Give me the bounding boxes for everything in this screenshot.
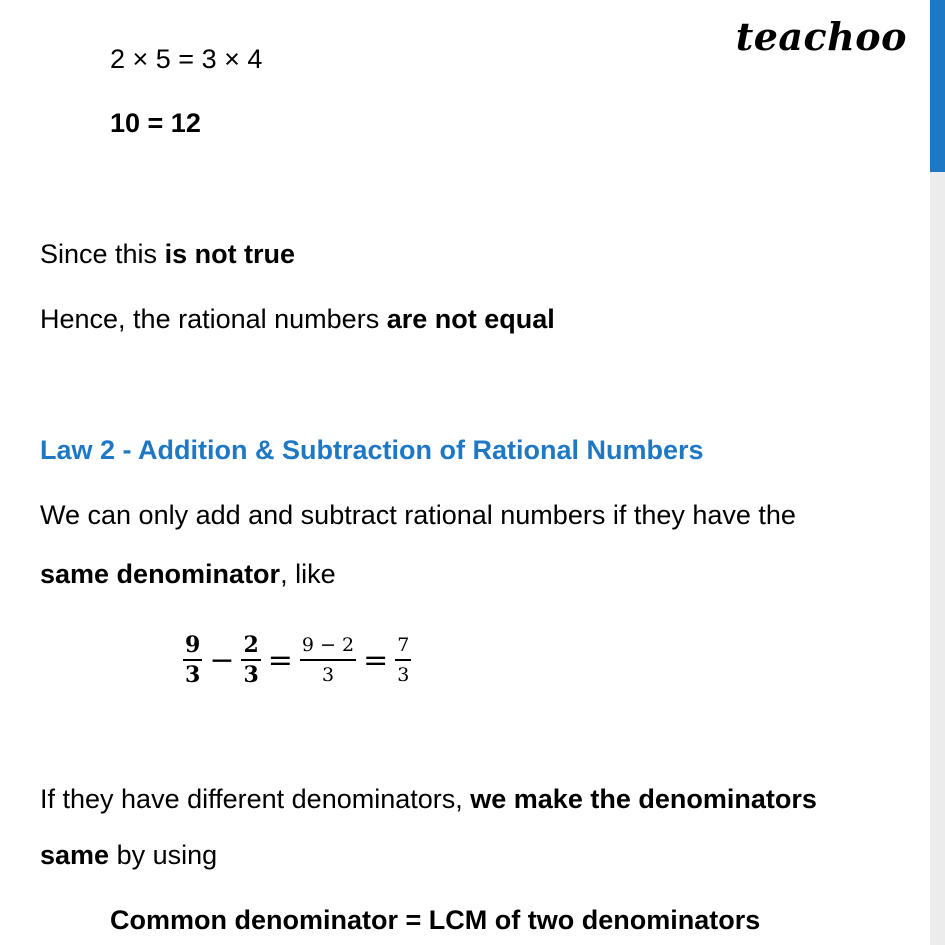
since-bold: is not true [164, 239, 296, 269]
paragraph-2-line-2 [40, 838, 217, 872]
hence-bold: are not equal [386, 304, 555, 334]
fraction-2-over-3: $\frac{2}{3}$ [243, 632, 259, 688]
law-heading: Law 2 - Addition & Subtraction of Rational Numbers [40, 435, 704, 465]
fraction-9-over-3: $\frac{9}{3}$ [185, 632, 201, 688]
since-text: Since this [40, 239, 165, 269]
by-using-text: by using [109, 840, 218, 870]
equals-sign-2: = [363, 642, 389, 678]
same-denominator-bold: same denominator [40, 559, 281, 589]
since-line [40, 237, 295, 271]
paragraph-2-text: If they have different denominators, [40, 784, 471, 814]
paragraph-2-line-1 [40, 782, 817, 816]
like-text: , like [280, 559, 336, 589]
fraction-9-minus-2-over-3: $\frac{9 - 2}{3}$ [301, 634, 355, 686]
hence-line [40, 302, 555, 336]
scrollbar-thumb[interactable] [930, 0, 945, 172]
common-denominator-rule: Common denominator = LCM of two denominators [110, 905, 761, 935]
equals-sign-1: = [267, 642, 293, 678]
hence-text: Hence, the rational numbers [40, 304, 387, 334]
minus-sign: − [209, 642, 235, 678]
fraction-7-over-3: $\frac{7}{3}$ [397, 634, 410, 686]
paragraph-2-bold: we make the denominators [470, 784, 817, 814]
teachoo-logo: teachoo [735, 14, 907, 59]
equation-line-1: 2 × 5 = 3 × 4 [110, 44, 263, 74]
paragraph-1-line-2 [40, 557, 336, 591]
same-bold: same [40, 840, 110, 870]
equation-line-2: 10 = 12 [110, 108, 201, 138]
paragraph-1-line-1: We can only add and subtract rational numbers if they have the [40, 500, 796, 530]
fraction-equation [180, 628, 414, 692]
